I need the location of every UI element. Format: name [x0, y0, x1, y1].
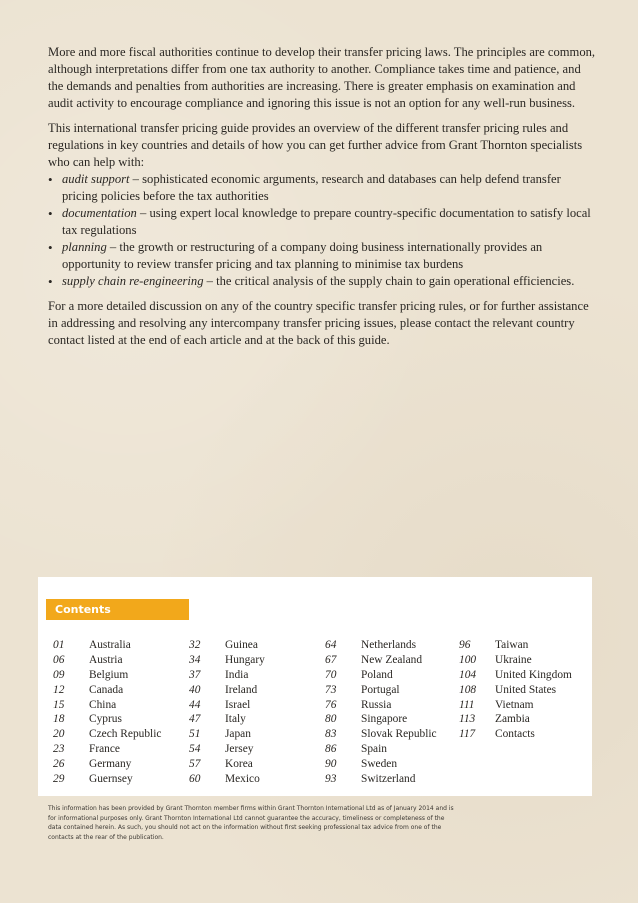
contents-entry[interactable] [189, 712, 265, 727]
contents-country-name: Taiwan [495, 639, 529, 651]
contents-country-name: Ireland [225, 683, 258, 696]
contents-country-name: Slovak Republic [361, 728, 437, 741]
contents-page-number: 06 [53, 653, 65, 666]
contents-page-number: 96 [459, 639, 471, 651]
bullet-text: – sophisticated economic arguments, research and databases can help defend transfer pricing policies before the tax authorities [62, 172, 561, 203]
contents-country-name: Japan [225, 728, 251, 741]
contents-page-number: 100 [459, 653, 477, 666]
contents-country-name: Mexico [225, 773, 260, 786]
contents-entry[interactable] [459, 698, 572, 713]
contents-page-number: 83 [325, 728, 337, 741]
contents-page-number: 104 [459, 668, 477, 681]
contents-entry[interactable] [189, 698, 265, 713]
contents-entry[interactable] [189, 638, 265, 653]
intro-paragraph-2: This international transfer pricing guide provides an overview of the different transfer pricing rules and regulations in key countries and details of how you can get further advice from Grant Thornton specialists who can help with: [48, 121, 583, 169]
contents-country-name: New Zealand [361, 653, 423, 666]
contents-column-2 [189, 638, 265, 787]
contents-page-number: 15 [53, 698, 65, 711]
contents-page-number: 90 [325, 758, 337, 771]
contents-page-number: 54 [189, 743, 201, 756]
contents-page-number: 57 [189, 758, 201, 771]
contents-country-name: Hungary [225, 653, 265, 666]
contents-page-number: 73 [325, 683, 337, 696]
contents-entry[interactable] [325, 638, 437, 653]
contents-page-number: 111 [459, 698, 475, 711]
bullet-term: audit support [62, 172, 130, 186]
contents-page-number: 40 [189, 683, 201, 696]
contents-column-1 [53, 638, 161, 787]
contents-entry[interactable] [325, 653, 437, 668]
contents-entry[interactable] [53, 653, 161, 668]
contents-country-name: Poland [361, 668, 393, 681]
contents-entry[interactable] [459, 638, 572, 653]
contents-country-name: Contacts [495, 728, 535, 741]
contents-page-number: 47 [189, 713, 201, 726]
intro-paragraph-1: More and more fiscal authorities continue to develop their transfer pricing laws. The principles are common, although interpretations differ from one tax authority to another. Compliance takes time and patience, and the demands and penalties from authorities are increasing. There is greater emphasis on examination and audit activity to encourage compliance and ignoring this issue is not an option for any well-run business. [48, 45, 596, 110]
contents-entry[interactable] [459, 683, 572, 698]
contents-country-name: Italy [225, 713, 246, 726]
contents-page-number: 80 [325, 713, 337, 726]
contents-country-name: Netherlands [361, 639, 417, 651]
bullet-text: – the growth or restructuring of a company doing business internationally provides an opportunity to review transfer pricing and tax planning to minimise tax burdens [62, 240, 543, 271]
contents-country-name: United States [495, 683, 557, 696]
contents-entry[interactable] [53, 638, 161, 653]
contents-entry[interactable] [53, 712, 161, 727]
contents-country-name: Portugal [361, 683, 400, 696]
bullet-term: documentation [62, 206, 137, 220]
bullet-term: supply chain re-engineering [62, 274, 204, 288]
contents-entry[interactable] [53, 698, 161, 713]
contents-entry[interactable] [459, 727, 572, 742]
list-item [48, 239, 596, 273]
contents-country-name: Guernsey [89, 773, 133, 786]
contents-page-number: 51 [189, 728, 201, 741]
contents-entry[interactable] [189, 653, 265, 668]
contents-entry[interactable] [53, 668, 161, 683]
contents-country-name: India [225, 668, 249, 681]
contents-entry[interactable] [53, 727, 161, 742]
contents-entry[interactable] [325, 712, 437, 727]
contents-page-number: 44 [189, 698, 201, 711]
contents-page-number: 60 [189, 773, 201, 786]
contents-country-name: United Kingdom [495, 668, 572, 681]
contents-entry[interactable] [189, 757, 265, 772]
contents-entry[interactable] [53, 757, 161, 772]
contents-page-number: 86 [325, 743, 337, 756]
contents-page-number: 23 [53, 743, 65, 756]
contents-page-number: 26 [53, 758, 65, 771]
contents-country-name: Zambia [495, 713, 530, 726]
contents-page-number: 108 [459, 683, 477, 696]
contents-page-number: 20 [53, 728, 65, 741]
contents-entry[interactable] [189, 742, 265, 757]
contents-entry[interactable] [325, 772, 437, 787]
contents-page-number: 113 [459, 713, 476, 726]
contents-country-name: Vietnam [495, 698, 534, 711]
contents-page-number: 34 [189, 653, 201, 666]
contents-country-name: Russia [361, 698, 392, 711]
contents-country-name: Austria [89, 653, 123, 666]
contents-page-number: 64 [325, 639, 337, 651]
contents-page-number: 67 [325, 653, 337, 666]
contents-country-name: Germany [89, 758, 132, 771]
contents-page-number: 93 [325, 773, 337, 786]
contents-title: Contents [46, 599, 189, 620]
contents-entry[interactable] [325, 668, 437, 683]
intro-text [48, 44, 596, 357]
contents-entry[interactable] [459, 653, 572, 668]
contents-entry[interactable] [53, 742, 161, 757]
contents-entry[interactable] [459, 668, 572, 683]
contents-page-number: 18 [53, 713, 65, 726]
contents-entry[interactable] [189, 668, 265, 683]
bullet-text: – the critical analysis of the supply chain to gain operational efficiencies. [203, 274, 575, 288]
contents-country-name: Belgium [89, 668, 129, 681]
contents-column-3 [325, 638, 437, 787]
contents-country-name: Jersey [225, 743, 254, 756]
contents-country-name: Guinea [225, 639, 258, 651]
bullet-text: – using expert local knowledge to prepare country-specific documentation to satisfy local tax regulations [62, 206, 591, 237]
contents-country-name: Ukraine [495, 653, 532, 666]
contents-country-name: Canada [89, 683, 124, 696]
contents-country-name: Israel [225, 698, 251, 711]
contents-entry[interactable] [189, 727, 265, 742]
contents-country-name: Sweden [361, 758, 398, 771]
contents-entry[interactable] [325, 742, 437, 757]
contents-page-number: 76 [325, 698, 337, 711]
contents-entry[interactable] [53, 683, 161, 698]
bullet-term: planning [62, 240, 107, 254]
contents-entry[interactable] [53, 772, 161, 787]
disclaimer: This information has been provided by Grant Thornton member firms within Grant Thornton International Ltd as of January 2014 and is for informational purposes only. Grant Thornton International Ltd cannot guarantee the accuracy, timeliness or completeness of the data contained herein. As such, you should not act on the information without first seeking professional tax advice from one of the contacts at the rear of the publication. [48, 805, 454, 841]
contents-entry[interactable] [325, 727, 437, 742]
intro-paragraph-3: For a more detailed discussion on any of the country specific transfer pricing rules, or for further assistance in addressing and resolving any intercompany transfer pricing issues, please contact the relevant country contact listed at the end of each article and at the back of this guide. [48, 299, 589, 347]
contents-page-number: 37 [189, 668, 201, 681]
contents-entry[interactable] [189, 772, 265, 787]
contents-column-4 [459, 638, 572, 742]
contents-country-name: Singapore [361, 713, 408, 726]
contents-entry[interactable] [459, 712, 572, 727]
contents-page-number: 32 [189, 639, 201, 651]
contents-country-name: Australia [89, 639, 131, 651]
contents-panel [38, 577, 592, 796]
services-list [48, 171, 596, 290]
contents-entry[interactable] [189, 683, 265, 698]
list-item [48, 273, 596, 290]
list-item [48, 171, 596, 205]
contents-page-number: 09 [53, 668, 65, 681]
contents-entry[interactable] [325, 683, 437, 698]
contents-page-number: 117 [459, 728, 476, 741]
contents-entry[interactable] [325, 698, 437, 713]
contents-country-name: China [89, 698, 117, 711]
list-item [48, 205, 596, 239]
contents-country-name: Switzerland [361, 773, 416, 786]
contents-country-name: Korea [225, 758, 253, 771]
contents-country-name: Cyprus [89, 713, 122, 726]
contents-country-name: Czech Republic [89, 728, 162, 741]
contents-page-number: 70 [325, 668, 337, 681]
contents-entry[interactable] [325, 757, 437, 772]
contents-page-number: 29 [53, 773, 65, 786]
contents-country-name: Spain [361, 743, 387, 756]
contents-page-number: 12 [53, 683, 65, 696]
contents-page-number: 01 [53, 639, 65, 651]
contents-country-name: France [89, 743, 120, 756]
